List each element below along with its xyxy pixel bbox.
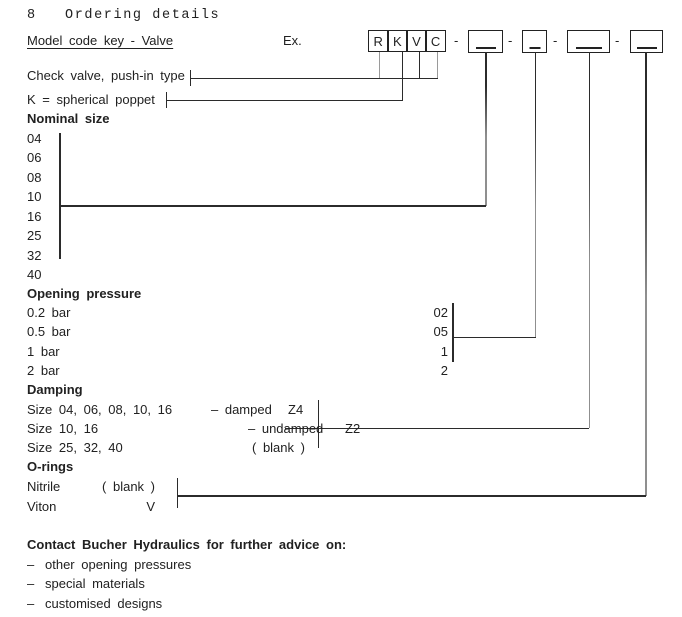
drop-line-size-field: [485, 52, 487, 206]
orings-bracket: [177, 478, 179, 508]
damping-option-qualifier: – damped: [211, 402, 272, 417]
blank-field-underscore: [529, 47, 540, 49]
damping-option-qualifier: – undamped: [248, 421, 324, 436]
contact-note-item: [27, 576, 145, 591]
drop-line-r: [379, 52, 381, 78]
connector-line-poppet: [166, 100, 403, 102]
example-label: Ex.: [283, 33, 302, 48]
code-separator: -: [615, 33, 620, 48]
damping-option-label: Size 10, 16: [27, 421, 99, 436]
size-option: 25: [27, 228, 42, 243]
size-option: 40: [27, 267, 42, 282]
bullet-dash: –: [27, 557, 35, 572]
drop-line-orings-field: [645, 52, 647, 496]
pressure-option-label: 0.5 bar: [27, 324, 71, 339]
contact-note-item-text: special materials: [45, 576, 145, 591]
code-field-pressure: [522, 30, 547, 53]
contact-note-item: [27, 596, 162, 611]
blank-field-underscore: [576, 47, 602, 49]
check-valve-label: Check valve, push-in type: [27, 68, 185, 83]
pressure-option-code: 05: [433, 324, 448, 339]
drop-line-k: [402, 52, 404, 100]
pressure-option-label: 2 bar: [27, 363, 60, 378]
code-field-orings: [630, 30, 663, 53]
oring-option-label: Viton: [27, 499, 57, 514]
contact-note-item-text: customised designs: [45, 596, 163, 611]
drop-line-c: [437, 52, 439, 78]
code-letter-r: R: [368, 30, 389, 52]
damping-option-code: Z2: [345, 421, 361, 436]
connector-line-pressure: [452, 337, 536, 339]
size-option: 06: [27, 150, 42, 165]
pressure-bracket: [452, 303, 454, 362]
pressure-option-code: 2: [440, 363, 448, 378]
size-option: 16: [27, 209, 42, 224]
damping-option-label: Size 25, 32, 40: [27, 440, 123, 455]
code-field-damping: [567, 30, 610, 53]
contact-note-heading: Contact Bucher Hydraulics for further advice on:: [27, 537, 347, 552]
code-separator: -: [553, 33, 558, 48]
damping-option-qualifier: ( blank ): [252, 440, 305, 455]
drop-line-v: [419, 52, 421, 78]
damping-option-code: Z4: [288, 402, 304, 417]
code-letter-c: C: [425, 30, 446, 52]
size-option: 32: [27, 248, 42, 263]
code-field-size: [468, 30, 503, 53]
orings-heading: O-rings: [27, 459, 74, 474]
pressure-option-label: 1 bar: [27, 344, 60, 359]
spherical-poppet-label: K = spherical poppet: [27, 92, 155, 107]
size-option: 04: [27, 131, 42, 146]
oring-option-code: V: [146, 499, 155, 514]
oring-option-code: ( blank ): [102, 479, 155, 494]
bullet-dash: –: [27, 576, 35, 591]
blank-field-underscore: [476, 47, 496, 49]
drop-line-damping-field: [589, 52, 591, 428]
bullet-dash: –: [27, 596, 35, 611]
code-separator: -: [454, 33, 459, 48]
drop-line-pressure-field: [535, 52, 537, 338]
connector-line-check-valve: [190, 78, 438, 80]
code-letter-k: K: [387, 30, 408, 52]
damping-option-label: Size 04, 06, 08, 10, 16: [27, 402, 173, 417]
contact-note-item: [27, 557, 191, 572]
page-title: Ordering details: [65, 8, 221, 23]
connector-line-damping: [285, 428, 589, 430]
section-number: 8: [27, 8, 37, 23]
code-separator: -: [508, 33, 513, 48]
code-letter-v: V: [406, 30, 427, 52]
size-option: 10: [27, 189, 42, 204]
oring-option-label: Nitrile: [27, 479, 61, 494]
opening-pressure-heading: Opening pressure: [27, 286, 142, 301]
nominal-size-bracket: [59, 133, 61, 259]
contact-note-item-text: other opening pressures: [45, 557, 192, 572]
code-letter-boxes: [368, 30, 446, 52]
pressure-option-label: 0.2 bar: [27, 305, 71, 320]
model-code-key-label: Model code key - Valve: [27, 33, 174, 48]
connector-line-nominal-size: [59, 205, 486, 207]
pressure-option-code: 02: [433, 305, 448, 320]
connector-line-orings: [177, 495, 646, 497]
size-option: 08: [27, 170, 42, 185]
pressure-option-code: 1: [440, 344, 448, 359]
blank-field-underscore: [637, 47, 657, 49]
damping-heading: Damping: [27, 382, 83, 397]
nominal-size-heading: Nominal size: [27, 111, 110, 126]
